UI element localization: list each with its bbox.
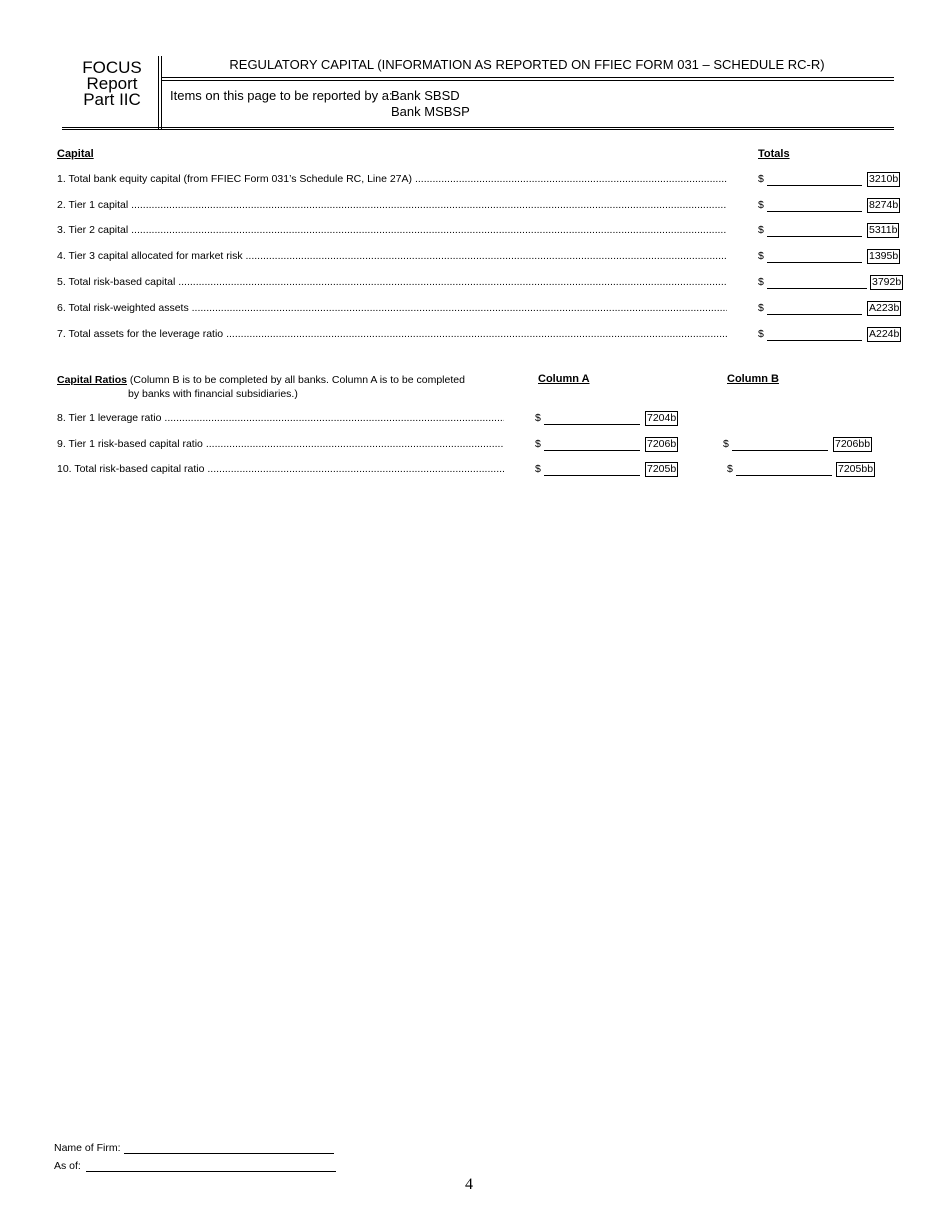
capital-heading: Capital [57, 148, 94, 160]
capital-ratios-heading-block [57, 373, 465, 401]
focus-label-line1: FOCUS [82, 58, 142, 77]
line-code-box: 8274b [869, 199, 899, 211]
capital-row-label: 1. Total bank equity capital (from FFIEC Form 031’s Schedule RC, Line 27A) ..... [57, 173, 727, 185]
currency-symbol: $ [758, 276, 764, 288]
tier2-capital-field[interactable] [767, 236, 862, 237]
total-assets-leverage-ratio-field[interactable] [767, 340, 862, 341]
total-equity-capital-field[interactable] [767, 185, 862, 186]
currency-symbol: $ [723, 438, 729, 450]
capital-ratios-note: (Column B is to be completed by all banks. Column A is to be completed [127, 374, 465, 386]
capital-ratios-note-continued: by banks with financial subsidiaries.) [128, 388, 298, 400]
totals-heading: Totals [758, 148, 790, 160]
currency-symbol: $ [758, 302, 764, 314]
currency-symbol: $ [535, 412, 541, 424]
currency-symbol: $ [758, 224, 764, 236]
line-code-box: 7206bb [835, 438, 871, 450]
total-risk-based-capital-field[interactable] [767, 288, 867, 289]
capital-row-label: 5. Total risk-based capital ..... [57, 276, 727, 288]
header-bottom-rule [62, 127, 894, 128]
ratio-row-label: 8. Tier 1 leverage ratio ..... [57, 412, 504, 424]
line-code-box: 3210b [869, 173, 899, 185]
capital-row-label: 3. Tier 2 capital ..... [57, 224, 727, 236]
tier3-capital-field[interactable] [767, 262, 862, 263]
line-code-box: 7204b [647, 412, 677, 424]
line-code-box: 5311b [869, 224, 898, 236]
tier1-risk-based-ratio-col-a-field[interactable] [544, 450, 640, 451]
currency-symbol: $ [758, 250, 764, 262]
capital-ratios-heading: Capital Ratios [57, 374, 128, 386]
capital-row-label: 4. Tier 3 capital allocated for market risk ..... [57, 250, 727, 262]
name-of-firm-label: Name of Firm: [54, 1142, 121, 1154]
currency-symbol: $ [758, 328, 764, 340]
column-a-heading: Column A [538, 373, 590, 385]
line-code-box: 7205b [647, 463, 677, 475]
currency-symbol: $ [727, 463, 733, 475]
reporter-list [391, 88, 470, 120]
tier1-risk-based-ratio-col-b-field[interactable] [732, 450, 828, 451]
capital-row-label: 7. Total assets for the leverage ratio ..... [57, 328, 727, 340]
capital-row-label: 2. Tier 1 capital ..... [57, 199, 727, 211]
focus-label-line3: Part IIC [83, 90, 141, 109]
tier1-capital-field[interactable] [767, 211, 862, 212]
total-risk-weighted-assets-field[interactable] [767, 314, 862, 315]
reporter-bank-msbsp: Bank MSBSP [391, 104, 470, 119]
header-bottom-rule [62, 129, 894, 130]
capital-row-label: 6. Total risk-weighted assets ..... [57, 302, 727, 314]
focus-label-line2: Report [86, 74, 138, 93]
name-of-firm-field[interactable] [124, 1153, 334, 1154]
currency-symbol: $ [758, 173, 764, 185]
page-number: 4 [465, 1176, 473, 1193]
currency-symbol: $ [758, 199, 764, 211]
header-divider-horizontal [161, 77, 894, 78]
currency-symbol: $ [535, 463, 541, 475]
total-risk-based-ratio-col-a-field[interactable] [544, 475, 640, 476]
ratio-row-label: 10. Total risk-based capital ratio ..... [57, 463, 504, 475]
column-b-heading: Column B [727, 373, 779, 385]
reported-by-label: Items on this page to be reported by a: [170, 88, 393, 103]
line-code-box: 7206b [647, 438, 677, 450]
as-of-label: As of: [54, 1160, 81, 1172]
ratio-row-label: 9. Tier 1 risk-based capital ratio ..... [57, 438, 504, 450]
page-title: REGULATORY CAPITAL (INFORMATION AS REPORTED ON FFIEC FORM 031 – SCHEDULE RC-R) [229, 57, 825, 72]
line-code-box: A224b [869, 328, 900, 340]
tier1-leverage-ratio-col-a-field[interactable] [544, 424, 640, 425]
line-code-box: 7205bb [838, 463, 874, 475]
line-code-box: A223b [869, 302, 900, 314]
as-of-field[interactable] [86, 1171, 336, 1172]
total-risk-based-ratio-col-b-field[interactable] [736, 475, 832, 476]
header-divider-vertical [158, 56, 159, 129]
reporter-bank-sbsd: Bank SBSD [391, 88, 460, 103]
currency-symbol: $ [535, 438, 541, 450]
line-code-box: 3792b [872, 276, 902, 288]
line-code-box: 1395b [869, 250, 899, 262]
focus-report-label [72, 60, 152, 108]
header-divider-horizontal [161, 80, 894, 81]
